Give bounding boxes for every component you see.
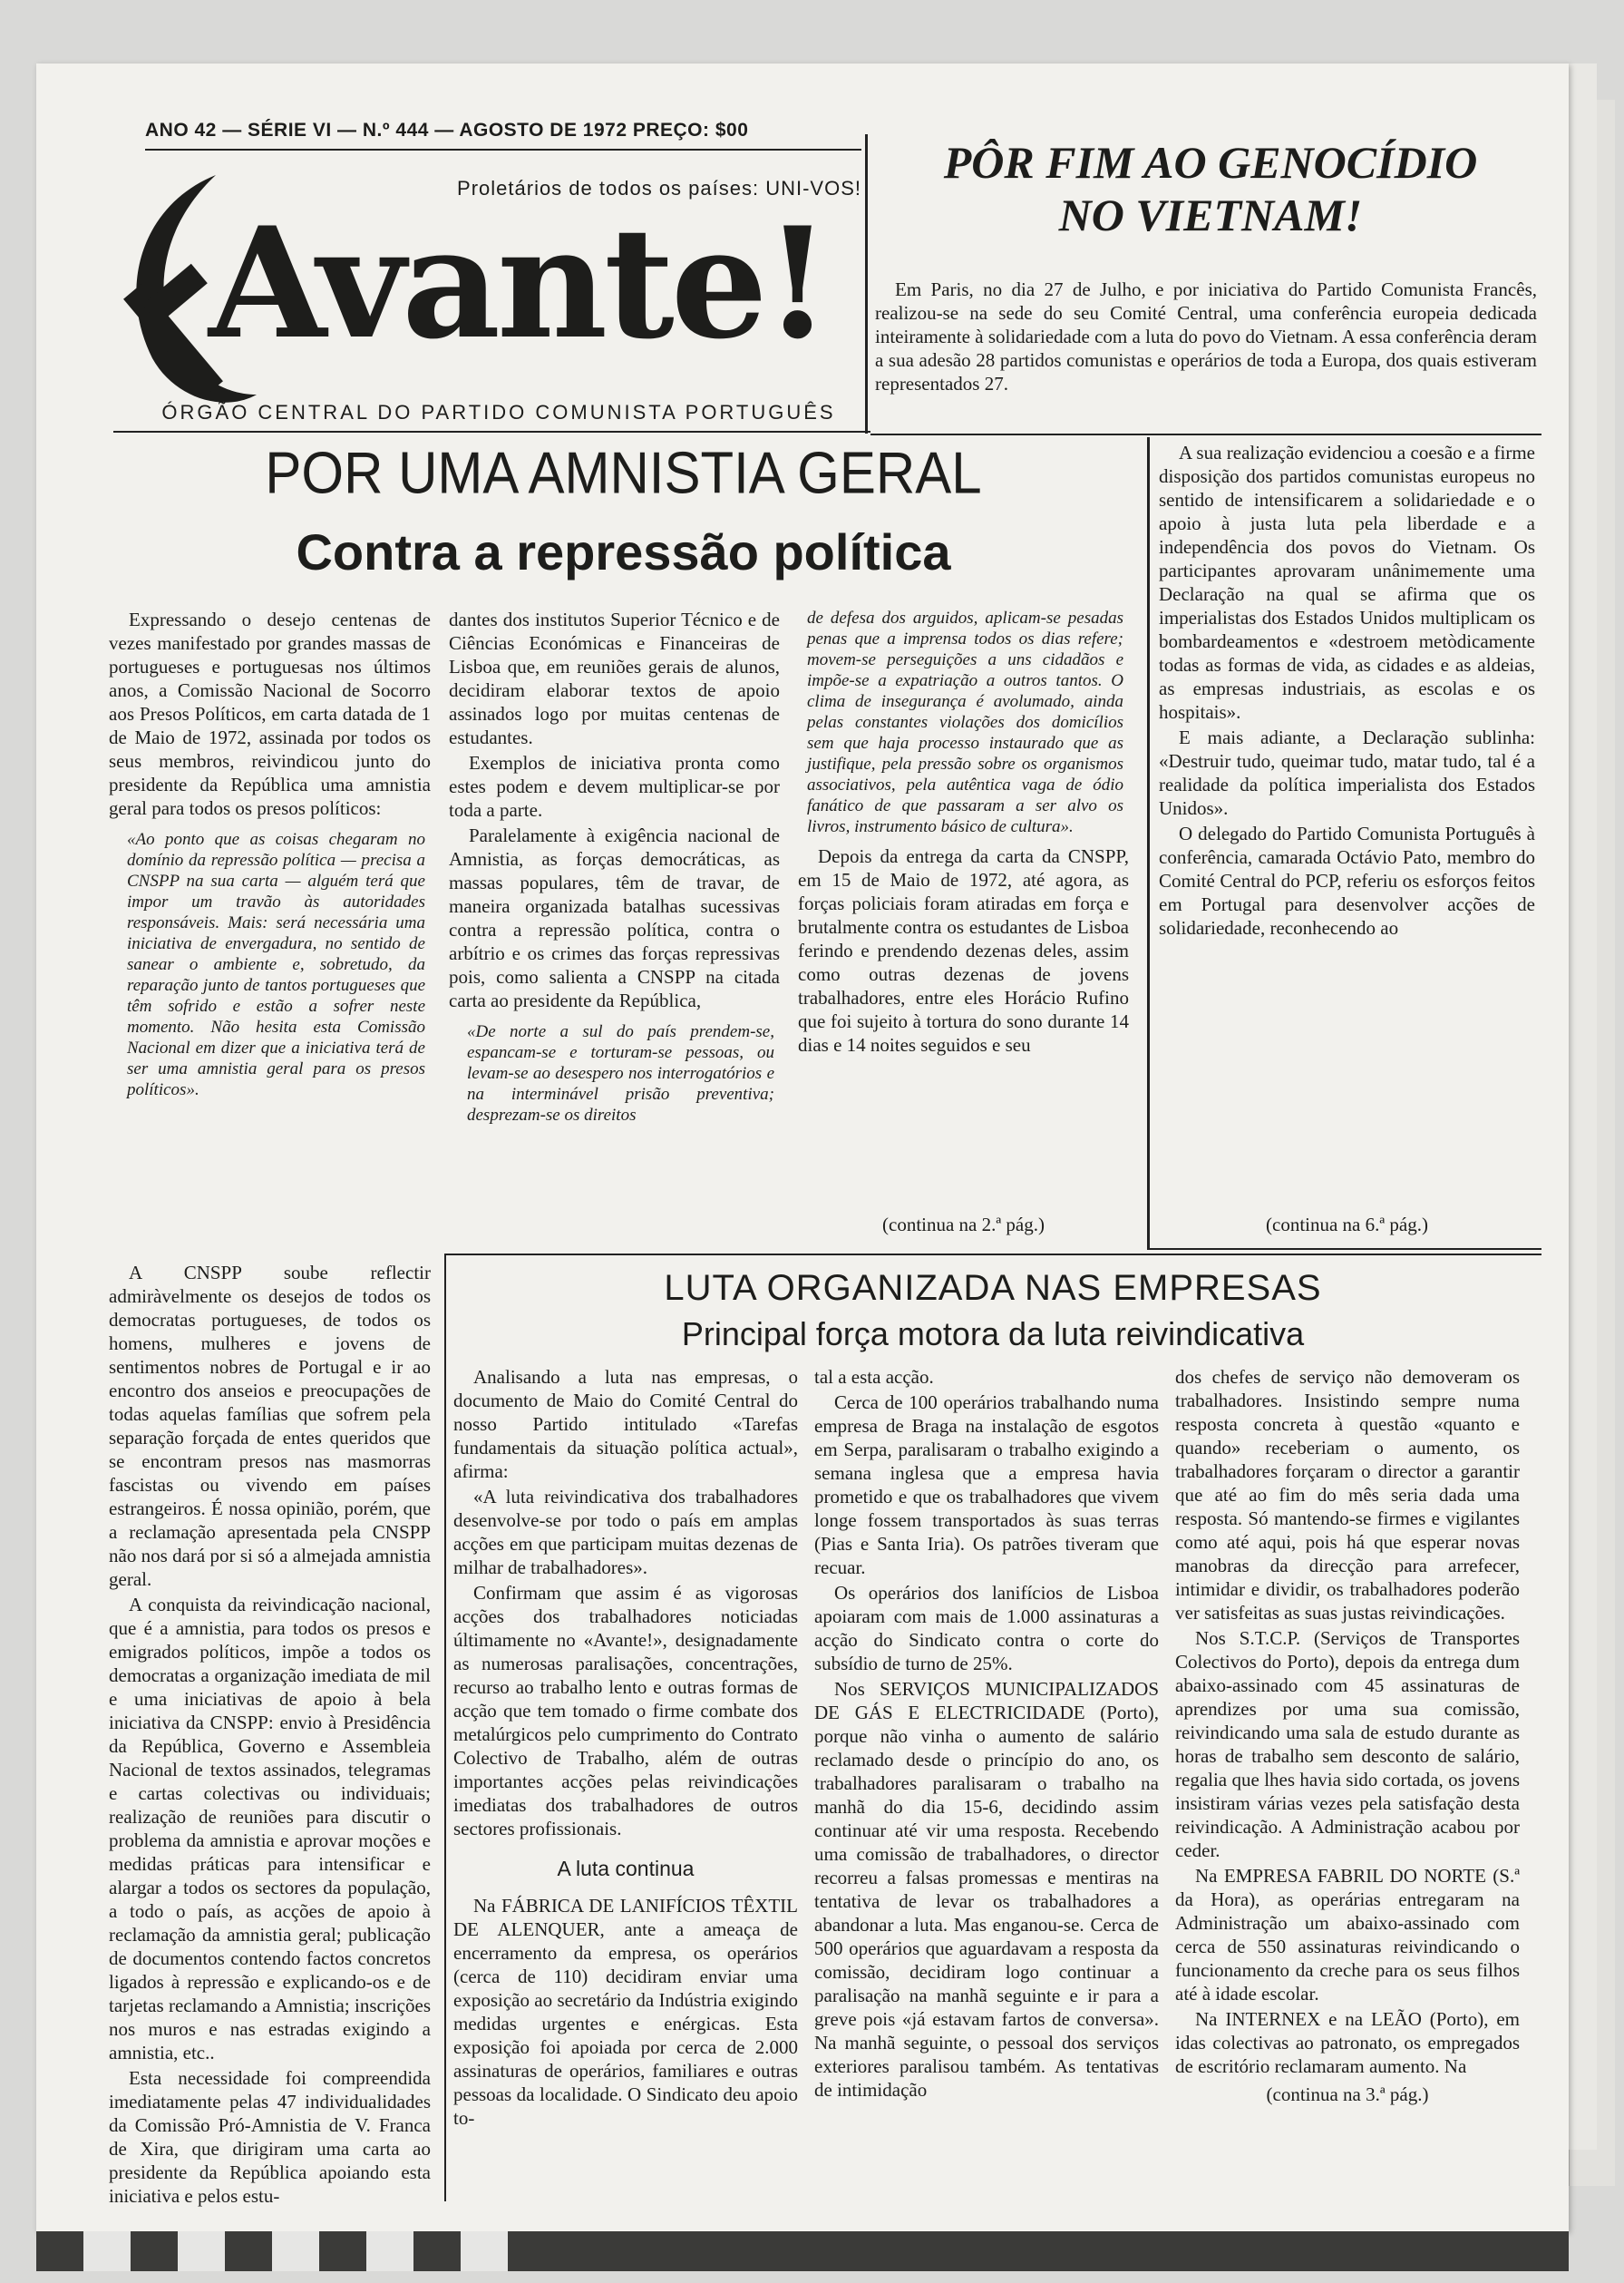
luta-col-2: tal a esta acção. Cerca de 100 operários trabalhando numa empresa de Braga na instalação de esgotos em Serpa, paralisaram o trabalho exigindo a semana inglesa que a empresa havia prometido e que os trabalhadores que vivem longe fossem transportados às suas terras (Pias e Santa Iria). Os patrões tiveram que recuar. Os operários dos lanifícios de Lisboa apoiaram com mais de 1.000 assinaturas a acção do Sindicato contra o corte do subsídio de turno de 25%. Nos SERVIÇOS MUNICIPALIZADOS DE GÁS E ELECTRICIDADE (Porto), porque não vinha o aumento de salário reclamado desde o princípio do ano, os trabalhadores paralisaram o trabalho na manhã do dia 15-6, decidindo assim continuar até vir uma resposta. Recebendo uma comissão de trabalhadores, o director recorreu a falsas promessas e mentiras na tentativa de levar os trabalhadores a abandonar a luta. Mas enganou-se. Cerca de 500 operários que aguardavam a resposta da comissão, decidiram logo continuar a paralisação na manhã seguinte e ir para a greve pois «já estavam fartos de conversa». Na manhã seguinte, o pessoal dos serviços exteriores paralisou também. As tentativas de intimidação: [814, 1366, 1159, 2101]
newspaper-page: [36, 63, 1569, 2231]
motto: Proletários de todos os países: UNI-VOS!: [457, 177, 861, 200]
masthead-subtitle: ÓRGÃO CENTRAL DO PARTIDO COMUNISTA PORTUGUÊS: [161, 401, 836, 424]
issue-line: ANO 42 — SÉRIE VI — N.º 444 — AGOSTO DE 1972 PREÇO: $00: [145, 120, 749, 141]
amnistia-subheadline: Contra a repressão política: [296, 523, 951, 581]
luta-subhead: A luta continua: [557, 1857, 695, 1880]
vietnam-continue: (continua na 6.ª pág.): [1266, 1214, 1428, 1235]
vietnam-intro: Em Paris, no dia 27 de Julho, e por iniciativa do Partido Comunista Francês, realizou-se na sede do seu Comité Central, uma conferência europeia dedicada inteiramente à solidariedade com a luta do povo do Vietnam. A essa conferência deram a sua adesão 28 partidos comunistas e operários de toda a Europa, dos quais estiveram representados 27.: [875, 278, 1537, 395]
luta-col-1: Analisando a luta nas empresas, o documento de Maio do Comité Central do nosso Partido intitulado «Tarefas fundamentais da situação política actual», afirma: «A luta reivindicativa dos trabalhadores desenvolve-se por todo o país em amplas acções em que participam muitas dezenas de milhar de trabalhadores». Confirmam que assim é as vigorosas acções dos trabalhadores noticiadas últimamente no «Avante!», designadamente as numerosas paralisações, concentrações, recurso ao trabalho lento e outras formas de acção que tem tomado o firme combate dos metalúrgicos pelo cumprimento do Contrato Colectivo de Trabalho, além de outras importantes acções pelas reivindicações imediatas dos trabalhadores de outros sectores profissionais. A luta continua Na FÁBRICA DE LANIFÍCIOS TÊXTIL DE ALENQUER, ante a ameaça de encerramento da empresa, os operários (cerca de 110) decidiram enviar uma exposição ao secretário da Indústria exigindo medidas urgentes e enérgicas. Esta exposição foi apoiada por cerca de 2.000 assinaturas de operários, familiares e outras pessoas da localidade. O Sindicato deu apoio to-: [453, 1366, 798, 2129]
amnistia-col-3: de defesa dos arguidos, aplicam-se pesadas penas que a imprensa todos os dias refere; movem-se perseguições a uns cidadãos e impõe-se a expatriação a outros tantos. O clima de insegurança é avolumado, ainda pelas constantes violações dos domicílios sem que haja processo instaurado que as justifique, pela pressão sobre os organismos associativos, pela autêntica vaga de ódio fanático de que passaram a ser alvo os livros, instrumento básico de cultura». Depois da entrega da carta da CNSPP, em 15 de Maio de 1972, até agora, as forças policiais foram atiradas em força e brutalmente contra os estudantes de Lisboa ferindo e prendendo dezenas deles, assim como outras dezenas de jovens trabalhadores, entre eles Horácio Rufino que foi sujeito à tortura do sono durante 14 dias e 14 noites seguidos e seu: [798, 609, 1129, 1056]
masthead-title: Avante!: [209, 193, 828, 373]
luta-col-3: dos chefes de serviço não demoveram os trabalhadores. Insistindo sempre numa resposta concreta à questão «quanto e quando» receberiam o aumento, os trabalhadores forçaram o director a garantir que até ao fim do mês seria dada uma resposta. Só mantendo-se firmes e vigilantes como até aqui, pois há que esperar novas manobras da direcção para arrefecer, intimidar e dividir, os trabalhadores poderão ver satisfeitas as suas justas reivindicações. Nos S.T.C.P. (Serviços de Transportes Colectivos do Porto), depois da entrega dum abaixo-assinado com 45 assinaturas de aprendizes por uma sua comissão, reivindicando uma sala de estudo durante as horas de trabalho sem desconto de salário, regalia que lhes havia sido cortada, os jovens insistiram várias vezes pela satisfação desta reivindicação. A Administração acabou por ceder. Na EMPRESA FABRIL DO NORTE (S.ª da Hora), as operárias entregaram na Administração um abaixo-assinado com cerca de 550 assinaturas reivindicando o funcionamento da creche para os seus filhos até à idade escolar. Na INTERNEX e na LEÃO (Porto), em idas colectivas ao patronato, os empregados de escritório reclamaram aumento. Na (continua na 3.ª pág.): [1175, 1366, 1520, 2105]
amnistia-continue: (continua na 2.ª pág.): [882, 1214, 1045, 1235]
vietnam-body: A sua realização evidenciou a coesão e a firme disposição dos partidos comunistas europeus no sentido de intensificarem a solidariedade e o apoio à justa luta pela liberdade e a independência dos povos do Vietnam. Os participantes aprovaram unânimemente uma Declaração na qual se afirma que os imperialistas dos Estados Unidos multiplicam os bombardeamentos e «destroem metòdicamente todas as formas de vida, as cidades e as aldeias, as empresas industriais, as escolas e os hospitais». E mais adiante, a Declaração sublinha: «Destruir tudo, queimar tudo, matar tudo, tal é a realidade da política imperialista dos Estados Unidos». O delegado do Partido Comunista Português à conferência, camarada Octávio Pato, membro do Comité Central do PCP, referiu os esforços feitos em Portugal para desenvolver acções de solidariedade, reconhecendo ao: [1159, 442, 1535, 939]
amnistia-col-2: dantes dos institutos Superior Técnico e de Ciências Económicas e Financeiras de Lisboa que, em reuniões gerais de alunos, decidiram elaborar textos de apoio assinados logo por muitas centenas de estudantes. Exemplos de iniciativa pronta como estes podem e devem multiplicar-se por toda a parte. Paralelamente à exigência nacional de Amnistia, as forças democráticas, as massas populares, têm de travar, de maneira organizada batalhas sucessivas contra a repressão política, contra o arbítrio e os crimes das forças repressivas pois, como salienta a CNSPP na citada carta ao presidente da República, «De norte a sul do país prendem-se, espancam-se e torturam-se pessoas, ou levam-se ao desespero nos interrogatórios e na interminável prisão preventiva; desprezam-se os direitos: [449, 609, 780, 1125]
scan-ruler: [36, 2231, 1569, 2271]
luta-continue: (continua na 3.ª pág.): [1266, 2083, 1429, 2105]
amnistia-headline: POR UMA AMNISTIA GERAL: [265, 440, 982, 506]
luta-headline: LUTA ORGANIZADA NAS EMPRESAS: [664, 1268, 1322, 1308]
luta-subheadline: Principal força motora da luta reivindicativa: [681, 1315, 1305, 1352]
amnistia-lower-col: A CNSPP soube reflectir admiràvelmente os desejos de todos os democratas portugueses, de todos os homens, mulheres e jovens de sentimentos nobres de Portugal e ir ao encontro dos anseios e preocupações de todas aquelas famílias que sofrem pela separação forçada de entes queridos que se encontram presos nas masmorras fascistas ou vivendo em países estrangeiros. É nossa opinião, porém, que a reclamação apresentada pela CNSPP não nos dará por si só a almejada amnistia geral. A conquista da reivindicação nacional, que é a amnistia, para todos os presos e emigrados políticos, impõe a todos os democratas a organização imediata de mil e uma iniciativas de apoio à bela iniciativa da CNSPP: envio à Presidência da República, Governo e Assembleia Nacional de textos assinados, telegramas e cartas colectivas ou individuais; realização de reuniões para discutir o problema da amnistia e aprovar moções e medidas práticas para intensificar e alargar a todos os sectores da população, a todo o país, as acções de apoio à reclamação da amnistia geral; publicação de documentos contendo factos concretos ligados à repressão e explicando-os e de tarjetas reclamando a Amnistia; inscrições nos muros e nas estradas exigindo a amnistia, etc.. Esta necessidade foi compreendida imediatamente pelas 47 individualidades da Comissão Pró-Amnistia de V. Franca de Xira, que dirigiram uma carta ao presidente da República apoiando esta iniciativa e pelos estu-: [109, 1262, 431, 2207]
vietnam-headline: PÔR FIM AO GENOCÍDIO NO VIETNAM!: [943, 137, 1478, 240]
amnistia-col-1: Expressando o desejo centenas de vezes manifestado por grandes massas de portugueses e portuguesas nos últimos anos, a Comissão Nacional de Socorro aos Presos Políticos, em carta datada de 1 de Maio de 1972, assinada por todos os seus membros, reivindicou junto do presidente da República uma amnistia geral para todos os presos políticos: «Ao ponto que as coisas chegaram no domínio da repressão política — precisa a CNSPP na sua carta — alguém terá que impor um travão às autoridades responsáveis. Mais: será necessária uma iniciativa de envergadura, no sentido de sanear o ambiente e, sobretudo, da reparação junto de tantos portugueses que têm sofrido e estão a sofrer neste momento. Não hesita esta Comissão Nacional em dizer que a iniciativa terá de ser uma amnistia geral para os presos políticos».: [109, 609, 431, 1099]
